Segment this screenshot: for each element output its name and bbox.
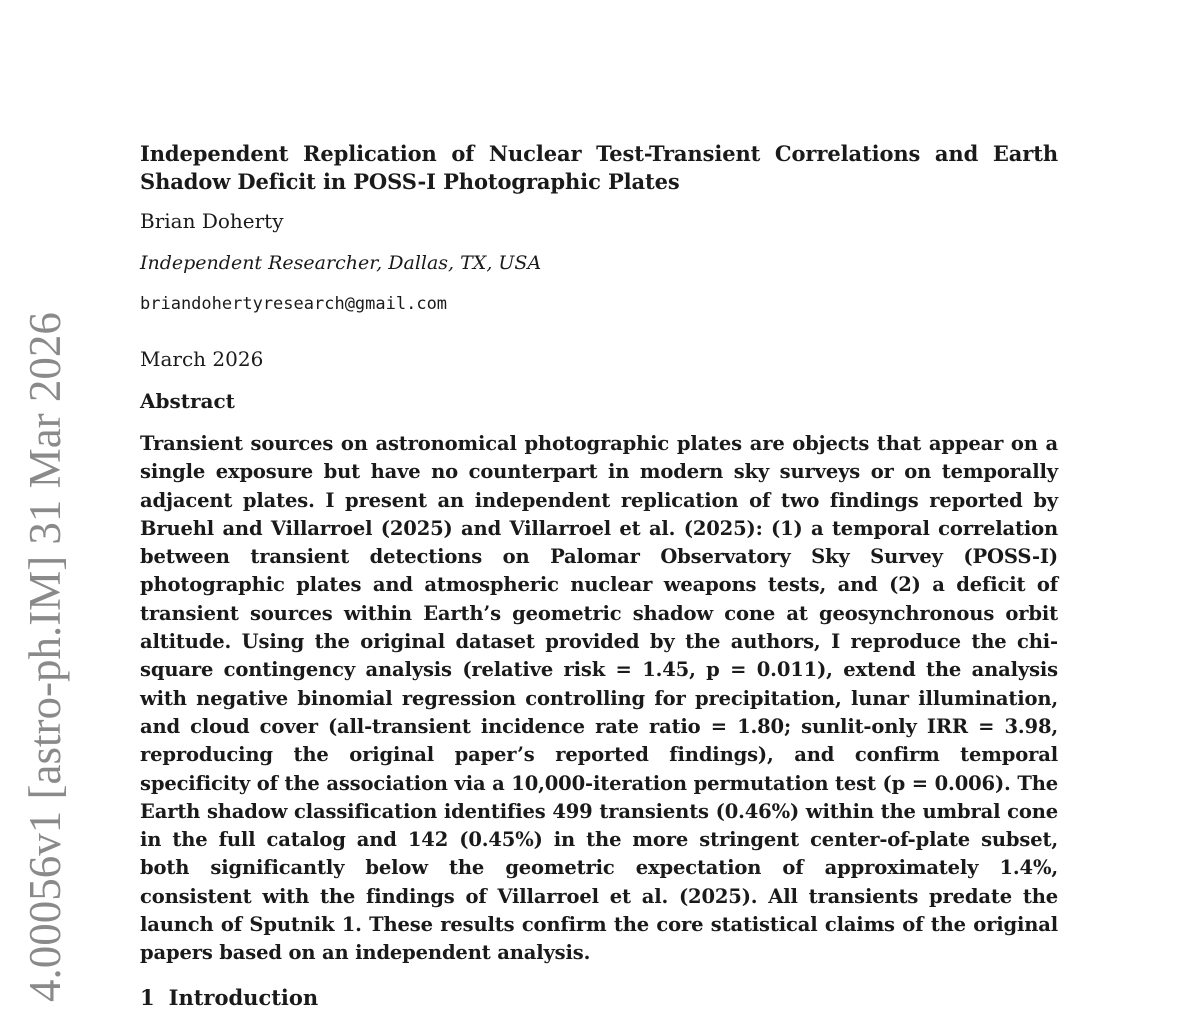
arxiv-identifier-stamp: 4.00056v1 [astro-ph.IM] 31 Mar 2026 — [20, 312, 70, 1002]
paper-title: Independent Replication of Nuclear Test-Transient Correlations and Earth Shadow Deficit in POSS-I Photographic Plates — [140, 141, 1058, 194]
section-title: Introduction — [168, 985, 319, 1010]
author-name: Brian Doherty — [140, 209, 284, 233]
section-number: 1 — [140, 985, 155, 1010]
author-affiliation: Independent Researcher, Dallas, TX, USA — [140, 252, 542, 274]
paper-date: March 2026 — [140, 347, 264, 371]
section-heading-introduction — [140, 985, 318, 1011]
paper-front-matter — [140, 140, 1058, 968]
abstract-heading: Abstract — [140, 389, 235, 413]
author-email: briandohertyresearch@gmail.com — [140, 294, 448, 314]
abstract-text: Transient sources on astronomical photographic plates are objects that appear on a single exposure but have no counterpart in modern sky surveys or on temporally adjacent plates. I present an independent replication of two findings reported by Bruehl and Villarroel (2025) and Villarroel et al. (2025): (1) a temporal correlation between transient detections on Palomar Observatory Sky Survey (POSS-I) photographic plates and atmospheric nuclear weapons tests, and (2) a deficit of transient sources within Earth’s geometric shadow cone at geosynchronous orbit altitude. Using the original dataset provided by the authors, I reproduce the chi-square contingency analysis (relative risk = 1.45, p = 0.011), extend the analysis with negative binomial regression controlling for precipitation, lunar illumination, and cloud cover (all-transient incidence rate ratio = 1.80; sunlit-only IRR = 3.98, reproducing the original paper’s reported findings), and confirm temporal specificity of the association via a 10,000-iteration permutation test (p = 0.006). The Earth shadow classification identifies 499 transients (0.46%) within the umbral cone in the full catalog and 142 (0.45%) in the more stringent center-of-plate subset, both significantly below the geometric expectation of approximately 1.4%, consistent with the findings of Villarroel et al. (2025). All transients predate the launch of Sputnik 1. These results confirm the core statistical claims of the original papers based on an independent analysis. — [140, 432, 1058, 965]
